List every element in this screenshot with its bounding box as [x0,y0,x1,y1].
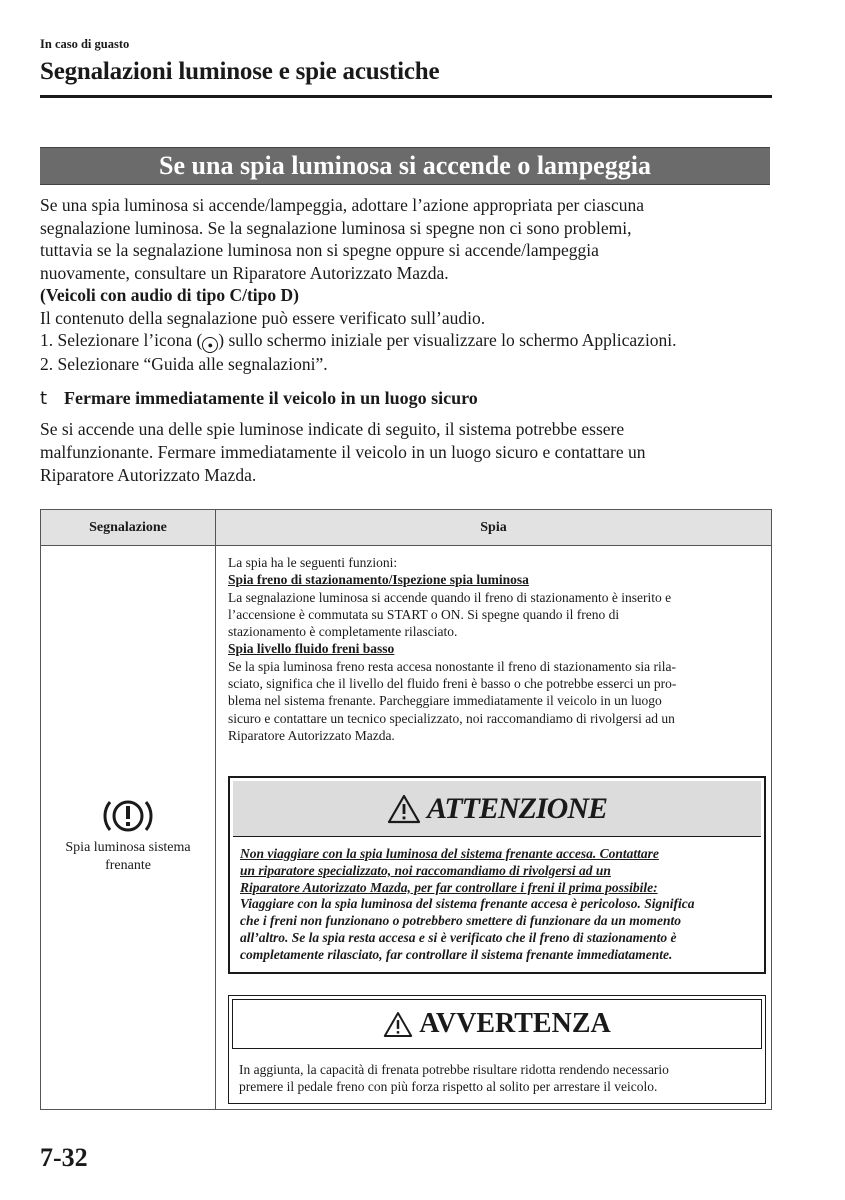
intro-line: Se una spia luminosa si accende/lampeggia, adottare l’azione appropriata per ciascuna [40,195,644,215]
intro-line: tuttavia se la segnalazione luminosa non si spegne oppure si accende/lampeggia [40,240,599,260]
title-rule [40,95,772,98]
warning-line: Riparatore Autorizzato Mazda, per far controllare i freni il prima possibile: [240,879,658,895]
column-divider [215,545,216,1110]
page-title: Segnalazioni luminose e spie acustiche [40,58,440,85]
description-line: Se la spia luminosa freno resta accesa nonostante il freno di stazionamento sia rila- [228,658,676,674]
description-line: La segnalazione luminosa si accende quando il freno di stazionamento è inserito e [228,589,672,605]
stop-line: Se si accende una delle spie luminose indicate di seguito, il sistema potrebbe essere [40,419,625,439]
section-label: In caso di guasto [40,37,130,51]
column-header-lamp: Spia [480,520,507,535]
description-line: l’accensione è commutata su START o ON. Si spegne quando il freno di [228,606,620,622]
brake-warning-icon [102,796,154,836]
caution-box [228,995,766,1104]
caution-line: premere il pedale freno con più forza rispetto al solito per arrestare il veicolo. [239,1079,658,1094]
lamp-label-line: Spia luminosa sistema [65,840,191,855]
description-line: sicuro e contattare un tecnico specializzato, noi raccomandiamo di rivolgersi ad un [228,710,675,726]
intro-line: segnalazione luminosa. Se la segnalazione luminosa si spegne non ci sono problemi, [40,217,632,238]
warning-line: che i freni non funzionano o potrebbero smettere di funzionare da un momento [240,913,682,929]
warning-lights-table [40,509,772,1110]
description-line: sciato, significa che il livello del fluido freni è basso o che potrebbe esserci un pro- [228,676,677,692]
description-intro: La spia ha le seguenti funzioni: [228,555,398,570]
page-number: 7-32 [40,1143,88,1172]
warning-line: all’altro. Se la spia resta accesa e si è verificato che il freno di stazionamento è [240,929,677,945]
subsection-title-parking-brake: Spia freno di stazionamento/Ispezione spia luminosa [228,572,529,588]
intro-line: nuovamente, consultare un Riparatore Autorizzato Mazda. [40,262,449,283]
audio-heading: (Veicoli con audio di tipo C/tipo D) [40,285,299,305]
subsection-title-brake-fluid: Spia livello fluido freni basso [228,641,395,657]
caution-body [229,1052,765,1103]
stop-line: malfunzionante. Fermare immediatamente il veicolo in un luogo sicuro e contattare un [40,442,646,462]
stop-text [40,418,772,487]
lamp-label [41,839,215,875]
lamp-label-line: frenante [105,858,151,873]
stop-heading [40,388,478,409]
description-line: Riparatore Autorizzato Mazda. [228,727,395,743]
warning-triangle-icon [383,1011,413,1038]
warning-header [233,781,761,837]
step-1-suffix: ) sullo schermo iniziale per visualizzare lo schermo Applicazioni. [218,330,677,350]
stop-line: Riparatore Autorizzato Mazda. [40,465,257,485]
lamp-cell [41,796,215,875]
step-1 [40,329,780,353]
warning-triangle-icon [387,794,421,824]
description-line: blema nel sistema frenante. Parcheggiare immediatamente il veicolo in un luogo [228,693,662,709]
warning-line: Non viaggiare con la spia luminosa del sistema frenante accesa. Contattare [240,846,659,861]
step-1-prefix: 1. Selezionare l’icona ( [40,330,203,350]
applications-icon: ● [202,337,218,353]
warning-line: completamente rilasciato, far controllare il sistema frenante immediatamente. [240,946,673,962]
warning-body [230,840,764,972]
caution-header [232,999,762,1049]
warning-title: ATTENZIONE [426,791,608,825]
warning-box [228,776,766,974]
caution-title: AVVERTENZA [419,1008,611,1039]
warning-line: Viaggiare con la spia luminosa del sistema frenante accesa è pericoloso. Significa [240,896,695,912]
lamp-description [228,554,768,744]
stop-heading-text: Fermare immediatamente il veicolo in un luogo sicuro [64,388,478,408]
section-banner: Se una spia luminosa si accende o lampeggia [40,147,770,185]
warning-line: un riparatore specializzato, noi raccomandiamo di rivolgersi ad un [240,862,611,878]
step-2: 2. Selezionare “Guida alle segnalazioni”. [40,354,328,374]
table-header [41,510,771,546]
audio-text: Il contenuto della segnalazione può essere verificato sull’audio. [40,307,486,328]
description-line: stazionamento è completamente rilasciato. [228,624,458,640]
intro-text [40,194,780,376]
column-header-signal: Segnalazione [41,510,216,545]
caution-line: In aggiunta, la capacità di frenata potrebbe risultare ridotta rendendo necessario [239,1062,669,1077]
bullet-marker: t [40,388,48,409]
